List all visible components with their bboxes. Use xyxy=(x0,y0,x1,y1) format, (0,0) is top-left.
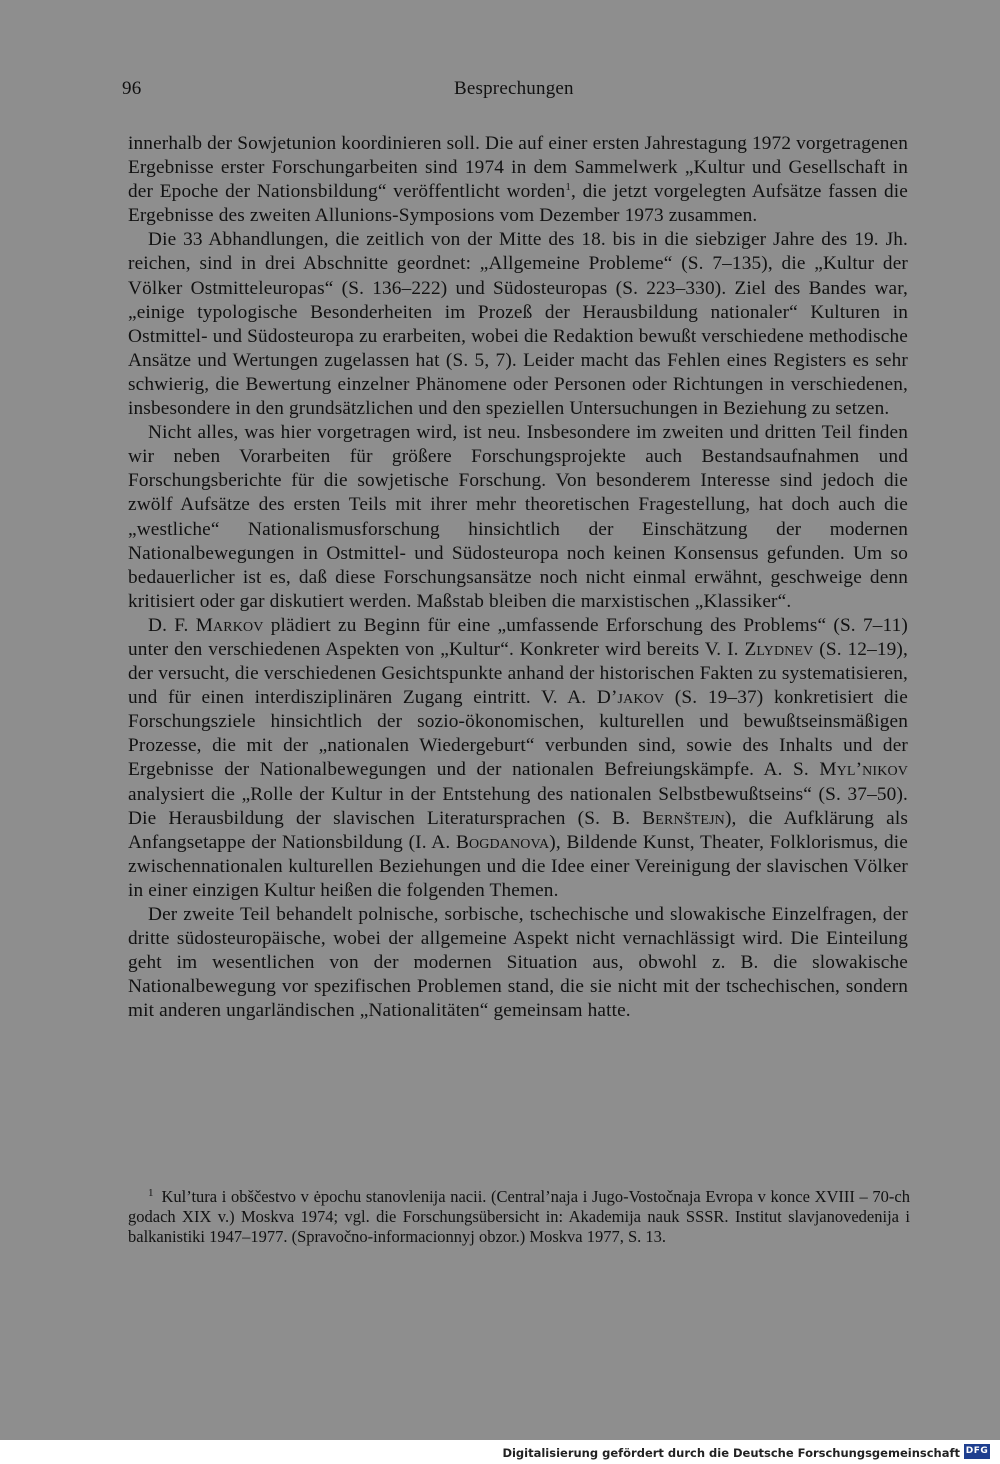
paragraph-4: D. F. Markov plädiert zu Beginn für eine „umfassende Erforschung des Problems“ (S. 7–11) unter den verschiedenen Aspekten von „Kultur“. Konkreter wird bereits V. I. Zlydnev (S. 12–19), der versucht, die verschiedenen Gesichtspunkte anhand der historischen Fakten zu systematisieren, und für einen interdisziplinären Zugang eintritt. V. A. D’jakov (S. 19–37) konkretisiert die Forschungsziele hinsichtlich der sozio-ökonomischen, kulturellen und bewußtseinsmäßigen Prozesse, die mit der „nationalen Wiedergeburt“ verbunden sind, sowie des Inhalts und der Ergebnisse der Nationalbewegungen und der nationalen Befreiungskämpfe. A. S. Myl’nikov analysiert die „Rolle der Kultur in der Entstehung des nationalen Selbstbewußtseins“ (S. 37–50). Die Herausbildung der slavischen Literatursprachen (S. B. Bernštejn), die Aufklärung als Anfangsetappe der Nationsbildung (I. A. Bogdanova), Bildende Kunst, Theater, Folklorismus, die zwischennationalen kulturellen Beziehungen und die Idee einer Vereinigung der slavischen Völker in einer einzigen Kultur heißen die folgenden Themen. xyxy=(128,614,908,901)
paragraph-2: Die 33 Abhandlungen, die zeitlich von der Mitte des 18. bis in die siebziger Jahre des 19. Jh. reichen, sind in drei Abschnitte geordnet: „Allgemeine Probleme“ (S. 7–135), die „Kultur der Völker Ostmitteleuropas“ (S. 136–222) und Südosteuropas (S. 223–330). Ziel des Bandes war, „einige typologische Besonderheiten im Prozeß der Herausbildung nationaler“ Kulturen in Ostmittel- und Südosteuropa zu erarbeiten, wobei die Redaktion bewußt verschiedene methodische Ansätze und Wertungen zugelassen hat (S. 5, 7). Leider macht das Fehlen eines Registers es sehr schwierig, die Bewertung einzelner Phänomene oder Personen oder Richtungen in verschiedenen, insbesondere in den grundsätzlichen und den speziellen Untersuchungen in Beziehung zu setzen. xyxy=(128,229,908,420)
author-name: Markov xyxy=(195,614,264,636)
author-name: D’jakov xyxy=(596,687,665,709)
author-name: Myl’nikov xyxy=(819,759,908,781)
page-header xyxy=(122,78,908,108)
article-body xyxy=(128,132,908,1023)
author-name: Bernštejn xyxy=(642,807,725,829)
digitization-footer xyxy=(0,1440,1000,1464)
page-number: 96 xyxy=(122,78,142,99)
footnote-text: Kul’tura i obščestvo v ėpochu stanovlenija nacii. (Central’naja i Jugo-Vostočnaja Evropa v konce XVIII – 70-ch godach XIX v.) Moskva 1974; vgl. die Forschungsübersicht in: Akademija nauk SSSR. Institut slavjanovedenija i balkanistiki 1947–1977. (Spravočno-informacionnyj obzor.) Moskva 1977, S. 13. xyxy=(128,1187,910,1246)
paragraph-3: Nicht alles, was hier vorgetragen wird, ist neu. Insbesondere im zweiten und dritten Teil finden wir neben Vorarbeiten für größere Forschungsprojekte auch Bestandsaufnahmen und Forschungsberichte für die sowjetische Forschung. Von besonderem Interesse sind jedoch die zwölf Aufsätze des ersten Teils mit ihrer mehr theoretischen Fragestellung, hat doch auch die „westliche“ Nationalismusforschung hinsichtlich der Einschätzung der modernen Nationalbewegungen in Ostmittel- und Südosteuropa noch keinen Konsensus gefunden. Um so bedauerlicher ist es, daß diese Forschungsansätze noch nicht einmal erwähnt, geschweige denn kritisiert oder gar diskutiert werden. Maßstab bleiben die marxistischen „Klassiker“. xyxy=(128,422,908,612)
paragraph-5: Der zweite Teil behandelt polnische, sorbische, tschechische und slowakische Einzelfragen, der dritte südosteuropäische, wobei der allgemeine Aspekt nicht vernachlässigt wird. Die Einteilung geht im wesentlichen von der modernen Situation aus, obwohl z. B. die slowakische Nationalbewegung vor spezifischen Problemen stand, die sie nicht mit der tschechischen, sondern mit anderen ungarländischen „Nationalitäten“ gemeinsam hatte. xyxy=(128,904,908,1022)
author-name: Zlydnev xyxy=(744,638,814,660)
dfg-logo[interactable]: DFG xyxy=(964,1444,990,1459)
funding-credit: Digitalisierung gefördert durch die Deutsche Forschungsgemeinschaft xyxy=(502,1446,960,1460)
footnote-marker: 1 xyxy=(148,1187,154,1199)
author-name: Bogdanova xyxy=(455,831,550,853)
footnote xyxy=(128,1184,910,1246)
footnote-reference[interactable]: 1 xyxy=(565,181,571,194)
running-title: Besprechungen xyxy=(454,78,574,99)
paragraph-1: innerhalb der Sowjetunion koordinieren soll. Die auf einer ersten Jahrestagung 1972 vorgetragenen Ergebnisse erster Forschungarbeiten sind 1974 in dem Sammelwerk „Kultur und Gesellschaft in der Epoche der Nationsbildung“ veröffentlicht worden$^1$, die jetzt vorgelegten Aufsätze fassen die Ergebnisse des zweiten Allunions-Symposions vom Dezember 1973 zusammen. xyxy=(128,133,908,227)
